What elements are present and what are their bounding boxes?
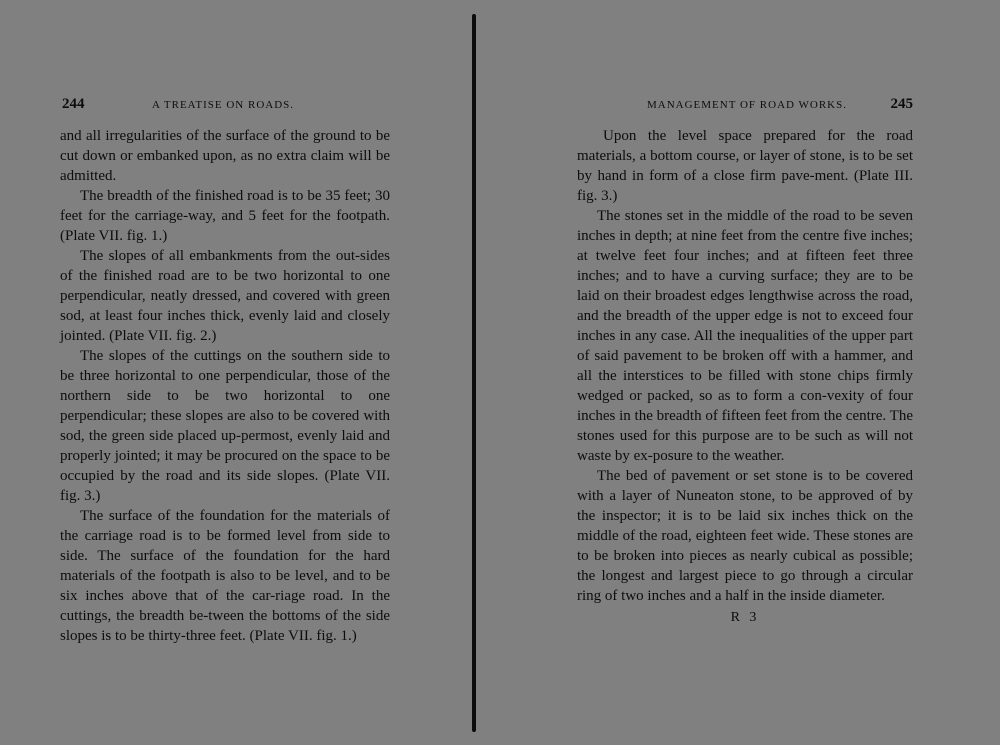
right-page-body <box>577 126 913 606</box>
paragraph: The slopes of the cuttings on the southern side to be three horizontal to one perpendicular, those of the northern side to be two horizontal to one perpendicular; these slopes are also to be covered with sod, the green side placed up-permost, evenly laid and properly jointed; it may be procured on the space to be occupied by the road and its side slopes. (Plate VII. fig. 3.) <box>60 348 390 504</box>
right-page <box>577 96 913 626</box>
signature-mark: R 3 <box>730 610 760 625</box>
left-page-header <box>60 96 390 118</box>
paragraph: The surface of the foundation for the materials of the carriage road is to be formed level from side to side. The surface of the foundation for the hard materials of the footpath is also to be level, and to be six inches above that of the car-riage road. In the cuttings, the breadth be-tween the bottoms of the side slopes is to be thirty-three feet. (Plate VII. fig. 1.) <box>60 508 390 644</box>
left-page <box>60 96 390 646</box>
paragraph: The slopes of all embankments from the out-sides of the finished road are to be two horizontal to one perpendicular, neatly dressed, and covered with green sod, at least four inches thick, evenly laid and closely jointed. (Plate VII. fig. 2.) <box>60 248 390 344</box>
running-head: A TREATISE ON ROADS. <box>152 99 295 111</box>
paragraph: Upon the level space prepared for the road materials, a bottom course, or layer of stone, is to be set by hand in form of a close firm pave-ment. (Plate III. fig. 3.) <box>577 128 913 204</box>
book-spine-gutter <box>472 14 476 732</box>
paragraph: The bed of pavement or set stone is to be covered with a layer of Nuneaton stone, to be approved of by the inspector; it is to be laid six inches thick on the middle of the road, eighteen feet wide. These stones are to be broken into pieces as nearly cubical as possible; the longest and largest piece to go through a circular ring of two inches and a half in the inside diameter. <box>577 468 913 604</box>
page-number: 244 <box>62 96 85 112</box>
left-page-body <box>60 126 390 646</box>
paragraph: and all irregularities of the surface of the ground to be cut down or embanked upon, as no extra claim will be admitted. <box>60 128 390 184</box>
running-head: MANAGEMENT OF ROAD WORKS. <box>647 99 847 111</box>
paragraph: The stones set in the middle of the road to be seven inches in depth; at nine feet from the centre five inches; at twelve feet four inches; and at fifteen feet three inches; and to have a curving surface; they are to be laid on their broadest edges lengthwise across the road, and the breadth of the upper edge is not to exceed four inches in any case. All the inequalities of the upper part of said pavement to be broken off with a hammer, and all the interstices to be filled with stone chips firmly wedged or packed, so as to form a con-vexity of four inches in the breadth of fifteen feet from the centre. The stones used for this purpose are to be such as will not waste by ex-posure to the weather. <box>577 208 913 464</box>
page-number: 245 <box>890 96 913 112</box>
paragraph: The breadth of the finished road is to be 35 feet; 30 feet for the carriage-way, and 5 feet for the footpath. (Plate VII. fig. 1.) <box>60 188 390 244</box>
right-page-header <box>577 96 913 118</box>
